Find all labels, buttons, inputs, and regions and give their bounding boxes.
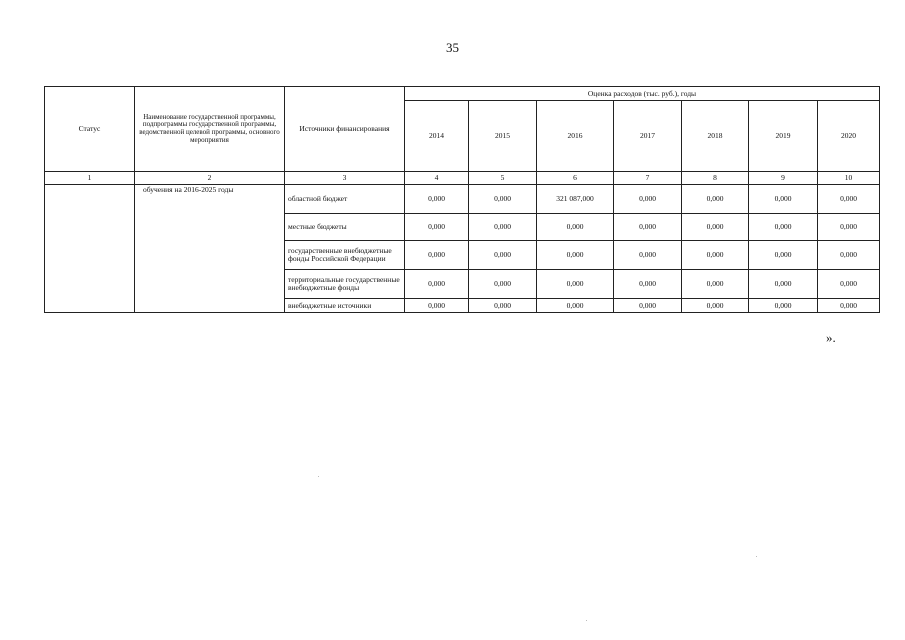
column-number: 9 bbox=[749, 172, 818, 185]
value-cell: 0,000 bbox=[469, 270, 537, 299]
value-cell: 0,000 bbox=[749, 270, 818, 299]
value-cell: 0,000 bbox=[405, 185, 469, 214]
value-cell: 0,000 bbox=[749, 185, 818, 214]
value-cell: 0,000 bbox=[469, 299, 537, 313]
value-cell: 0,000 bbox=[749, 214, 818, 241]
program-name-cell: обучения на 2016-2025 годы bbox=[135, 185, 285, 313]
table-row bbox=[45, 185, 880, 214]
value-cell: 0,000 bbox=[537, 299, 614, 313]
value-cell: 0,000 bbox=[614, 185, 682, 214]
header-status: Статус bbox=[45, 87, 135, 172]
value-cell: 0,000 bbox=[682, 241, 749, 270]
value-cell: 0,000 bbox=[818, 270, 880, 299]
value-cell: 0,000 bbox=[818, 185, 880, 214]
budget-table bbox=[44, 86, 880, 313]
value-cell: 0,000 bbox=[469, 214, 537, 241]
header-funding-source: Источники финансирования bbox=[285, 87, 405, 172]
closing-quote-mark: ». bbox=[826, 330, 836, 345]
header-year: 2020 bbox=[818, 101, 880, 172]
value-cell: 0,000 bbox=[537, 214, 614, 241]
value-cell: 0,000 bbox=[405, 241, 469, 270]
value-cell: 0,000 bbox=[537, 270, 614, 299]
header-year: 2014 bbox=[405, 101, 469, 172]
value-cell: 0,000 bbox=[682, 185, 749, 214]
value-cell: 0,000 bbox=[614, 214, 682, 241]
column-number: 1 bbox=[45, 172, 135, 185]
column-number: 6 bbox=[537, 172, 614, 185]
scan-speck bbox=[586, 620, 587, 621]
header-year: 2017 bbox=[614, 101, 682, 172]
column-number: 8 bbox=[682, 172, 749, 185]
value-cell: 0,000 bbox=[682, 270, 749, 299]
value-cell: 0,000 bbox=[749, 241, 818, 270]
value-cell: 0,000 bbox=[405, 270, 469, 299]
value-cell: 0,000 bbox=[818, 241, 880, 270]
value-cell: 0,000 bbox=[682, 214, 749, 241]
value-cell: 321 087,000 bbox=[537, 185, 614, 214]
value-cell: 0,000 bbox=[818, 214, 880, 241]
value-cell: 0,000 bbox=[749, 299, 818, 313]
value-cell: 0,000 bbox=[614, 241, 682, 270]
column-number: 7 bbox=[614, 172, 682, 185]
column-number: 5 bbox=[469, 172, 537, 185]
header-year: 2018 bbox=[682, 101, 749, 172]
funding-source-cell: местные бюджеты bbox=[285, 214, 405, 241]
page-number: 35 bbox=[446, 40, 459, 55]
value-cell: 0,000 bbox=[405, 299, 469, 313]
header-program-name: Наименование государственной программы, подпрограммы государственной программы, ведомственной целевой программы, основного мероприятия bbox=[135, 87, 285, 172]
funding-source-cell: областной бюджет bbox=[285, 185, 405, 214]
column-number: 3 bbox=[285, 172, 405, 185]
header-year: 2015 bbox=[469, 101, 537, 172]
header-expense-estimate: Оценка расходов (тыс. руб.), годы bbox=[405, 87, 880, 101]
scan-speck bbox=[318, 476, 319, 477]
funding-source-cell: государственные внебюджетные фонды Российской Федерации bbox=[285, 241, 405, 270]
column-number: 4 bbox=[405, 172, 469, 185]
value-cell: 0,000 bbox=[818, 299, 880, 313]
value-cell: 0,000 bbox=[405, 214, 469, 241]
funding-source-cell: внебюджетные источники bbox=[285, 299, 405, 313]
scan-speck bbox=[756, 556, 757, 557]
column-number-row bbox=[45, 172, 880, 185]
status-cell bbox=[45, 185, 135, 313]
value-cell: 0,000 bbox=[614, 270, 682, 299]
value-cell: 0,000 bbox=[614, 299, 682, 313]
column-number: 10 bbox=[818, 172, 880, 185]
header-year: 2016 bbox=[537, 101, 614, 172]
header-year: 2019 bbox=[749, 101, 818, 172]
value-cell: 0,000 bbox=[469, 185, 537, 214]
funding-source-cell: территориальные государственные внебюджетные фонды bbox=[285, 270, 405, 299]
value-cell: 0,000 bbox=[469, 241, 537, 270]
value-cell: 0,000 bbox=[682, 299, 749, 313]
value-cell: 0,000 bbox=[537, 241, 614, 270]
column-number: 2 bbox=[135, 172, 285, 185]
